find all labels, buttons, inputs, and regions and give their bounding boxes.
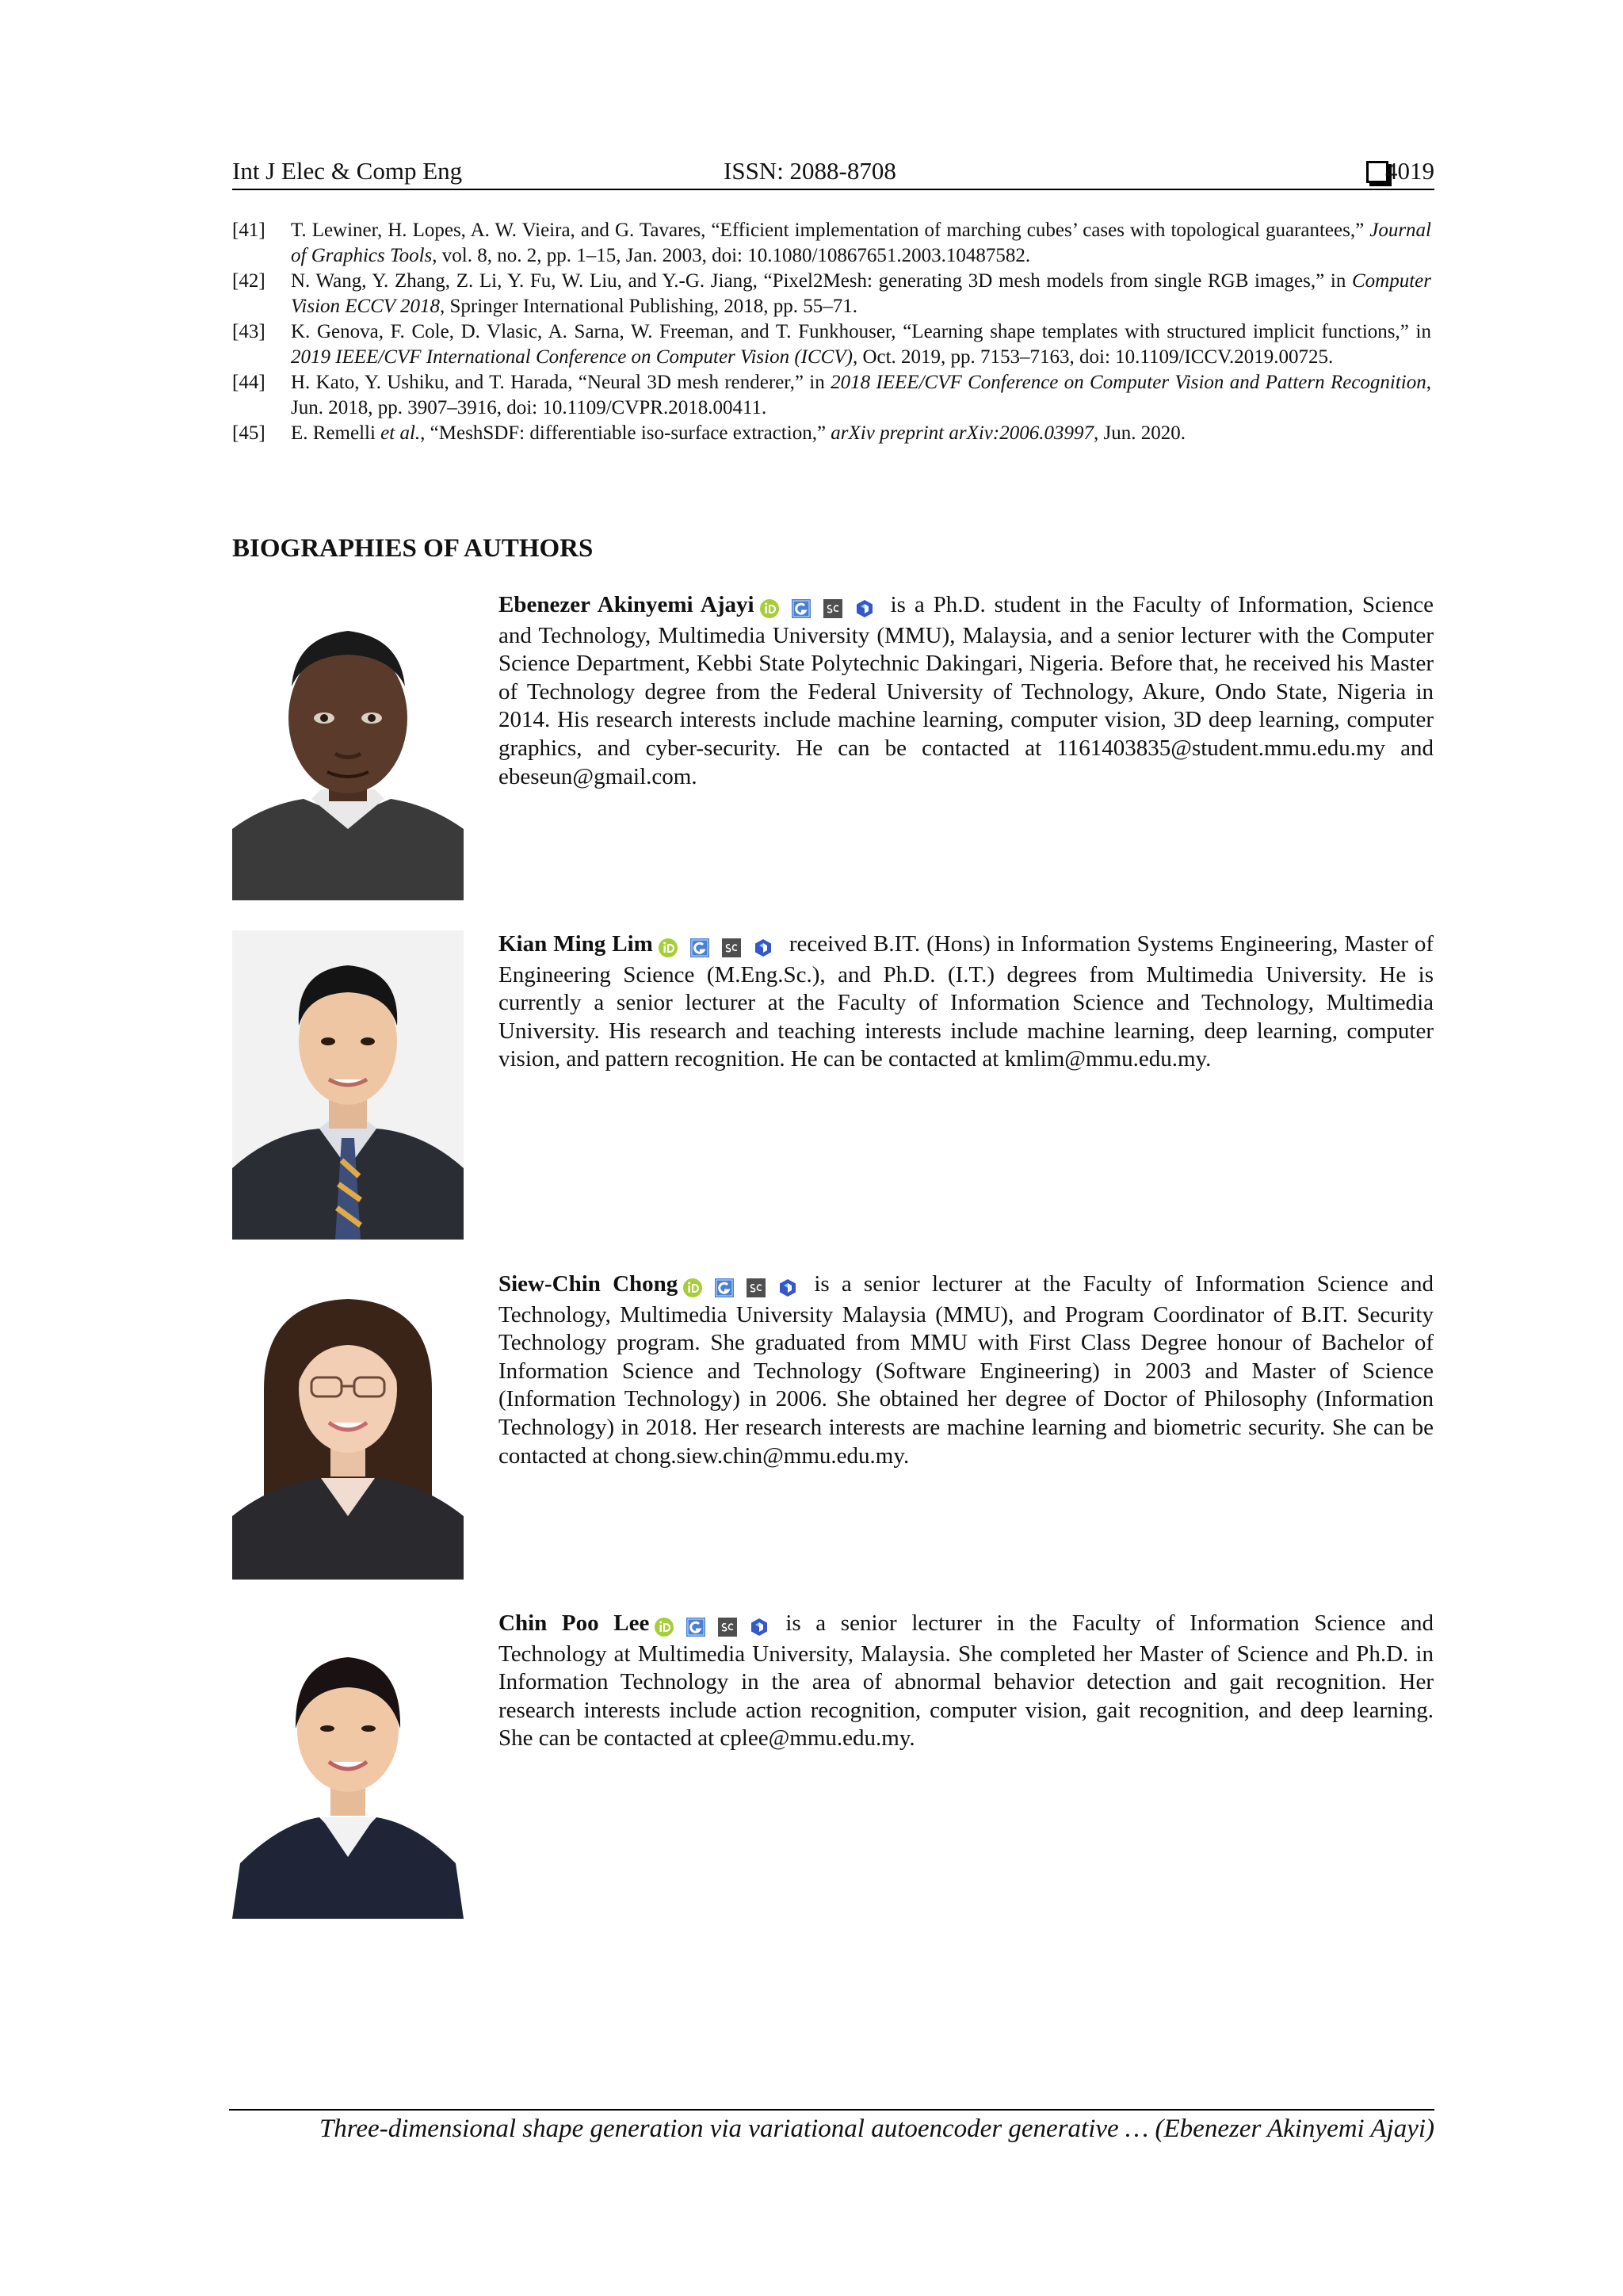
journal-name: Int J Elec & Comp Eng xyxy=(232,157,463,185)
scopus-icon[interactable] xyxy=(717,1617,738,1637)
profile-icons-2 xyxy=(658,933,785,961)
bio-text-2 xyxy=(498,930,1434,1074)
reference-text: , Jun. 2018, pp. 3907–3916, doi: 10.1109/CVPR.2018.00411. xyxy=(291,372,1431,418)
reference-text: , Jun. 2020. xyxy=(1093,422,1186,444)
google-scholar-icon[interactable] xyxy=(714,1278,735,1298)
reference-1 xyxy=(232,218,1431,269)
orcid-icon[interactable] xyxy=(759,598,780,619)
reference-text: Journal of Graphics Tools xyxy=(291,220,1431,266)
reference-number: [41] xyxy=(232,220,265,241)
profile-icons-3 xyxy=(682,1273,809,1301)
author-name-1: Ebenezer Akinyemi Ajayi xyxy=(498,592,754,617)
scopus-icon[interactable] xyxy=(746,1278,766,1298)
author-photo-4 xyxy=(232,1610,464,1919)
profile-icons-4 xyxy=(654,1612,781,1641)
bio-text-4 xyxy=(498,1610,1434,1753)
reference-text: , vol. 8, no. 2, pp. 1–15, Jan. 2003, doi: 10.1080/10867651.2003.10487582. xyxy=(432,245,1031,266)
reference-text: T. Lewiner, H. Lopes, A. W. Vieira, and G. Tavares, “Efficient implementation of marching cubes’ cases with topological guarantees,” xyxy=(291,220,1370,241)
reference-2 xyxy=(232,269,1431,319)
publons-icon[interactable] xyxy=(854,598,875,619)
author-photo-3 xyxy=(232,1270,464,1580)
bio-body-1: is a Ph.D. student in the Faculty of Information, Science and Technology, Multimedia University (MMU), Malaysia, and a senior lecturer with the Computer Science Department, Kebbi State Polytechnic Dakingari, Nigeria. Before that, he received his Master of Technology degree from the Federal University of Technology, Akure, Ondo State, Nigeria in 2014. His research interests include machine learning, computer vision, 3D deep learning, computer graphics, and cyber-security. He can be contacted at 1161403835@student.mmu.edu.my and ebeseun@gmail.com. xyxy=(498,592,1434,789)
footer-rule xyxy=(229,2109,1434,2111)
author-name-2: Kian Ming Lim xyxy=(498,931,653,957)
bio-body-2: received B.IT. (Hons) in Information Systems Engineering, Master of Engineering Science (M.Eng.Sc.), and Ph.D. (I.T.) degrees from Multimedia University. He is currently a senior lecturer at the Faculty of Information Science and Technology, Multimedia University. His research and teaching interests include machine learning, deep learning, computer vision, and pattern recognition. He can be contacted at kmlim@mmu.edu.my. xyxy=(498,931,1434,1072)
page-number: 4019 xyxy=(1385,157,1434,185)
reference-text: , Springer International Publishing, 2018, pp. 55–71. xyxy=(439,296,858,317)
reference-number: [43] xyxy=(232,321,265,342)
scopus-icon[interactable] xyxy=(721,938,742,958)
reference-4 xyxy=(232,370,1431,421)
bio-text-1 xyxy=(498,591,1434,791)
author-photo-2 xyxy=(232,930,464,1240)
reference-number: [44] xyxy=(232,372,265,393)
reference-text: , Oct. 2019, pp. 7153–7163, doi: 10.1109/ICCV.2019.00725. xyxy=(852,346,1334,368)
section-title: BIOGRAPHIES OF AUTHORS xyxy=(232,534,594,563)
author-name-3: Siew-Chin Chong xyxy=(498,1271,678,1297)
publons-icon[interactable] xyxy=(753,938,773,958)
scopus-icon[interactable] xyxy=(823,598,843,619)
reference-3 xyxy=(232,319,1431,370)
issn: ISSN: 2088-8708 xyxy=(724,157,896,185)
bio-body-3: is a senior lecturer at the Faculty of Information Science and Technology, Multimedia University Malaysia (MMU), and Program Coordinator of B.IT. Security Technology program. She graduated from MMU with First Class Degree honour of Bachelor of Information Science and Technology (Software Engineering) in 2003 and Master of Science (Information Technology) in 2006. She obtained her degree of Doctor of Philosophy (Information Technology) in 2018. Her research interests are machine learning and biometric security. She can be contacted at chong.siew.chin@mmu.edu.my. xyxy=(498,1271,1434,1469)
running-footer: Three-dimensional shape generation via variational autoencoder generative … (Ebenezer Akinyemi Ajayi) xyxy=(319,2115,1434,2143)
orcid-icon[interactable] xyxy=(682,1278,703,1298)
reference-text: E. Remelli xyxy=(291,422,381,444)
author-name-4: Chin Poo Lee xyxy=(498,1610,650,1636)
author-photo-1 xyxy=(232,591,464,900)
profile-icons-1 xyxy=(759,594,886,622)
reference-text: arXiv preprint arXiv:2006.03997 xyxy=(831,422,1094,444)
reference-text: , “MeshSDF: differentiable iso-surface extraction,” xyxy=(420,422,831,444)
reference-text: et al. xyxy=(380,422,421,444)
publons-icon[interactable] xyxy=(749,1617,769,1637)
reference-number: [42] xyxy=(232,270,265,292)
bio-text-3 xyxy=(498,1270,1434,1470)
reference-text: N. Wang, Y. Zhang, Z. Li, Y. Fu, W. Liu, and Y.-G. Jiang, “Pixel2Mesh: generating 3D mesh models from single RGB images,” in xyxy=(291,270,1352,292)
reference-text: 2018 IEEE/CVF Conference on Computer Vision and Pattern Recognition xyxy=(831,372,1426,393)
reference-text: 2019 IEEE/CVF International Conference on Computer Vision (ICCV) xyxy=(291,346,853,368)
reference-text: Computer Vision ECCV 2018 xyxy=(291,270,1431,317)
orcid-icon[interactable] xyxy=(658,938,678,958)
google-scholar-icon[interactable] xyxy=(791,598,812,619)
reference-text: H. Kato, Y. Ushiku, and T. Harada, “Neural 3D mesh renderer,” in xyxy=(291,372,831,393)
publons-icon[interactable] xyxy=(777,1278,798,1298)
reference-number: [45] xyxy=(232,422,265,444)
reference-list xyxy=(232,218,1431,446)
google-scholar-icon[interactable] xyxy=(685,1617,706,1637)
bio-body-4: is a senior lecturer in the Faculty of Information Science and Technology at Multimedia University, Malaysia. She completed her Master of Science and Ph.D. in Information Technology in the area of abnormal behavior detection and gait recognition. Her research interests include action recognition, computer vision, gait recognition, and deep learning. She can be contacted at cplee@mmu.edu.my. xyxy=(498,1610,1434,1752)
google-scholar-icon[interactable] xyxy=(689,938,710,958)
reference-5 xyxy=(232,421,1431,446)
running-header xyxy=(232,154,1434,190)
reference-text: K. Genova, F. Cole, D. Vlasic, A. Sarna, W. Freeman, and T. Funkhouser, “Learning shape templates with structured implicit functions,” in xyxy=(291,321,1431,342)
orcid-icon[interactable] xyxy=(654,1617,674,1637)
